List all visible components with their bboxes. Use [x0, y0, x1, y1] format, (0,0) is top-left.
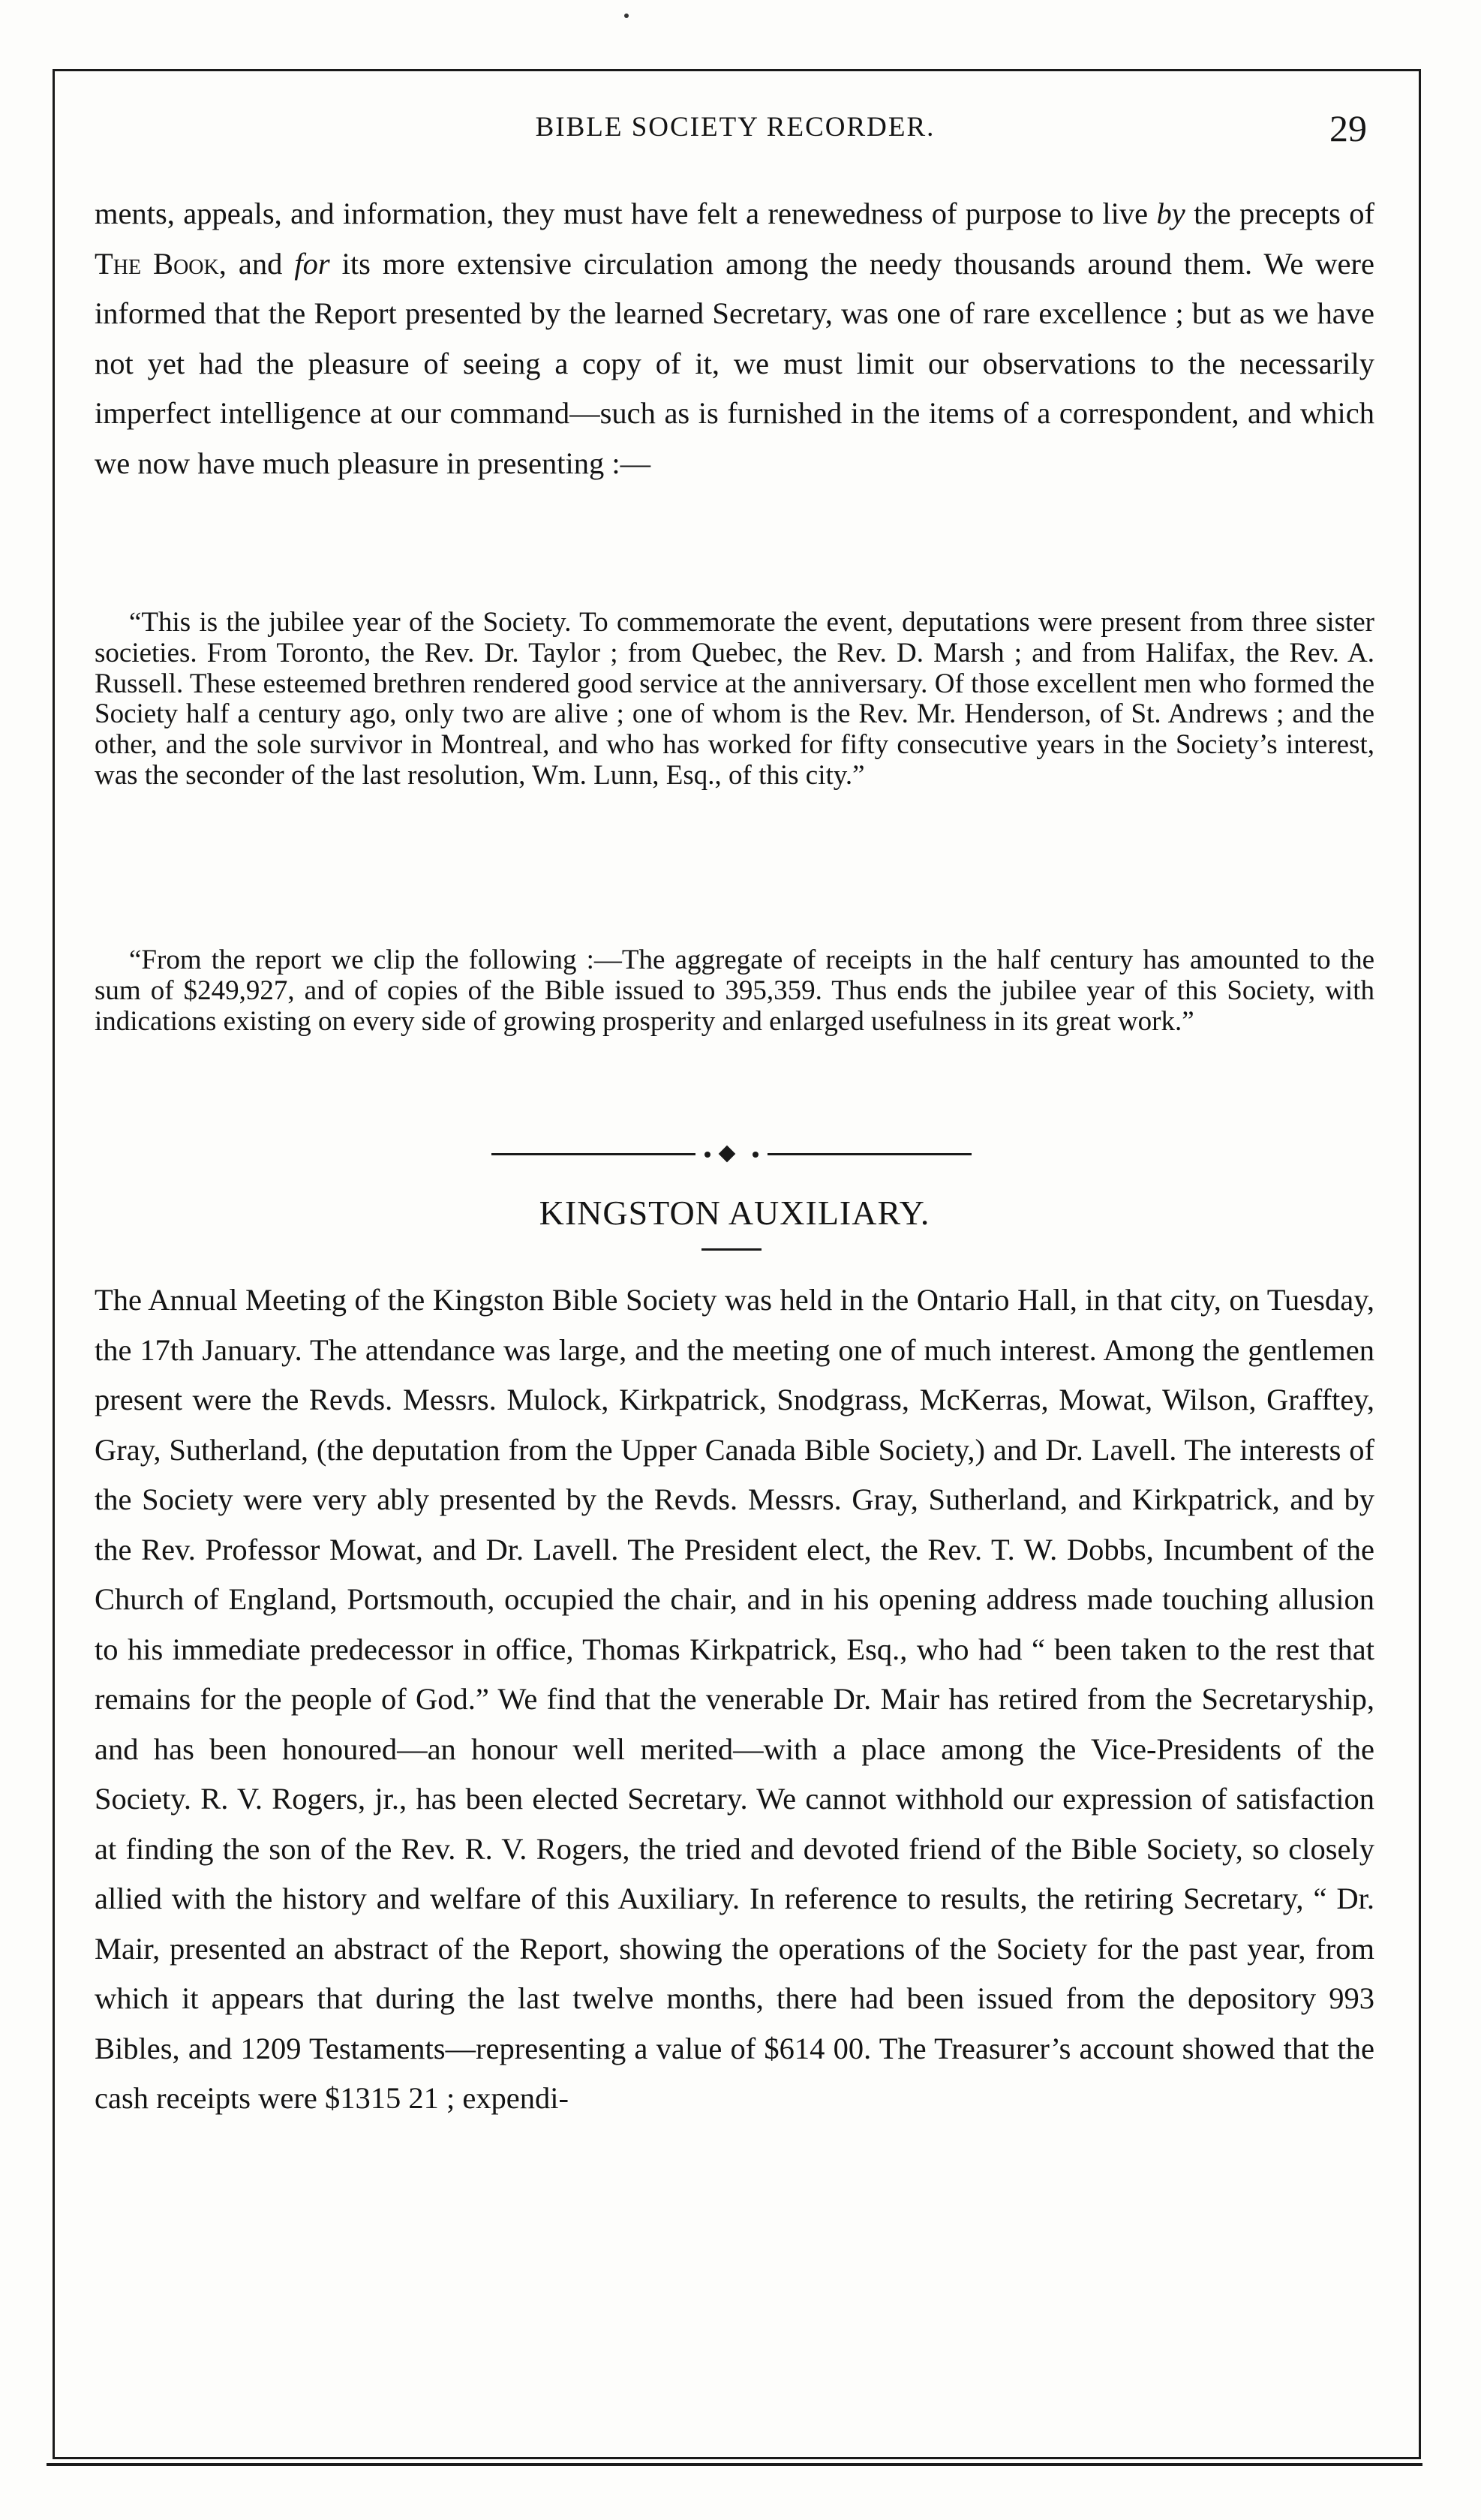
page-number: 29 — [1329, 107, 1367, 149]
quoted-paragraph-jubilee: “This is the jubilee year of the Society. To commemorate the event, deputations were present from three sister societies. From Toronto, the Rev. Dr. Taylor ; from Quebec, the Rev. D. Marsh ; and from Halifax, the Rev. A. Russell. These esteemed brethren rendered good service at the anniversary. Of those excellent men who formed the Society half a century ago, only two are alive ; one of whom is the Rev. Mr. Henderson, of St. Andrews ; and the other, and the sole survivor in Montreal, and who has worked for fifty consecutive years in the Society’s interest, was the seconder of the last resolution, Wm. Lunn, Esq., of this city.” — [95, 607, 1374, 791]
section-divider-ornament — [491, 1146, 972, 1161]
intro-emphasis-by: by — [1156, 197, 1185, 230]
kingston-paragraph: The Annual Meeting of the Kingston Bible Society was held in the Ontario Hall, in that city, on Tuesday, the 17th January. The attendance was large, and the meeting one of much interest. Among the gentlemen present were the Revds. Messrs. Mulock, Kirkpatrick, Snodgrass, McKerras, Mowat, Wilson, Grafftey, Gray, Sutherland, (the deputation from the Upper Canada Bible Society,) and Dr. Lavell. The interests of the Society were very ably presented by the Revds. Messrs. Gray, Sutherland, and Kirkpatrick, and by the Rev. Professor Mowat, and Dr. Lavell. The President elect, the Rev. T. W. Dobbs, Incumbent of the Church of England, Portsmouth, occupied the chair, and in his opening address made touching allusion to his immediate predecessor in office, Thomas Kirkpatrick, Esq., who had “ been taken to the rest that remains for the people of God.” We find that the venerable Dr. Mair has retired from the Secretaryship, and has been honoured—an honour well merited—with a place among the Vice-Presidents of the Society. R. V. Rogers, jr., has been elected Secretary. We cannot withhold our expression of satisfaction at finding the son of the Rev. R. V. Rogers, the tried and devoted friend of the Bible Society, so closely allied with the history and welfare of this Auxiliary. In reference to results, the retiring Secretary, “ Dr. Mair, presented an abstract of the Report, showing the operations of the Society for the past year, from which it appears that during the last twelve months, there had been issued from the depository 993 Bibles, and 1209 Testaments—representing a value of $614 00. The Treasurer’s account showed that the cash receipts were $1315 21 ; expendi- — [95, 1283, 1374, 2115]
heading-rule — [701, 1248, 762, 1251]
running-title: BIBLE SOCIETY RECORDER. — [535, 112, 936, 143]
intro-paragraph — [95, 189, 1374, 488]
intro-text-3: , and — [218, 246, 295, 281]
intro-text-2: the precepts of — [1185, 197, 1374, 230]
page-bottom-rule — [47, 2463, 1422, 2466]
quoted-paragraph-report: “From the report we clip the following :—The aggregate of receipts in the half century has amounted to the sum of $249,927, and of copies of the Bible issued to 395,359. Thus ends the jubilee year of this Society, with indications existing on every side of growing prosperity and enlarged usefulness in its great work.” — [95, 945, 1374, 1037]
intro-text-1: ments, appeals, and information, they must have felt a renewedness of purpose to live — [95, 197, 1157, 230]
scan-speck — [624, 14, 629, 18]
the-book-small-caps: The Book — [95, 246, 219, 281]
running-header — [98, 107, 1373, 152]
section-heading: KINGSTON AUXILIARY. — [539, 1194, 930, 1232]
intro-text-4: its more extensive circulation among the needy thousands around them. We were informed that the Report presented by the learned Secretary, was one of rare excellence ; but as we have not yet had the pleasure of seeing a copy of it, we must limit our observations to the necessarily imperfect intelligence at our command—such as is furnished in the items of a correspondent, and which we now have much pleasure in presenting :— — [95, 246, 1374, 480]
intro-emphasis-for: for — [294, 246, 330, 281]
